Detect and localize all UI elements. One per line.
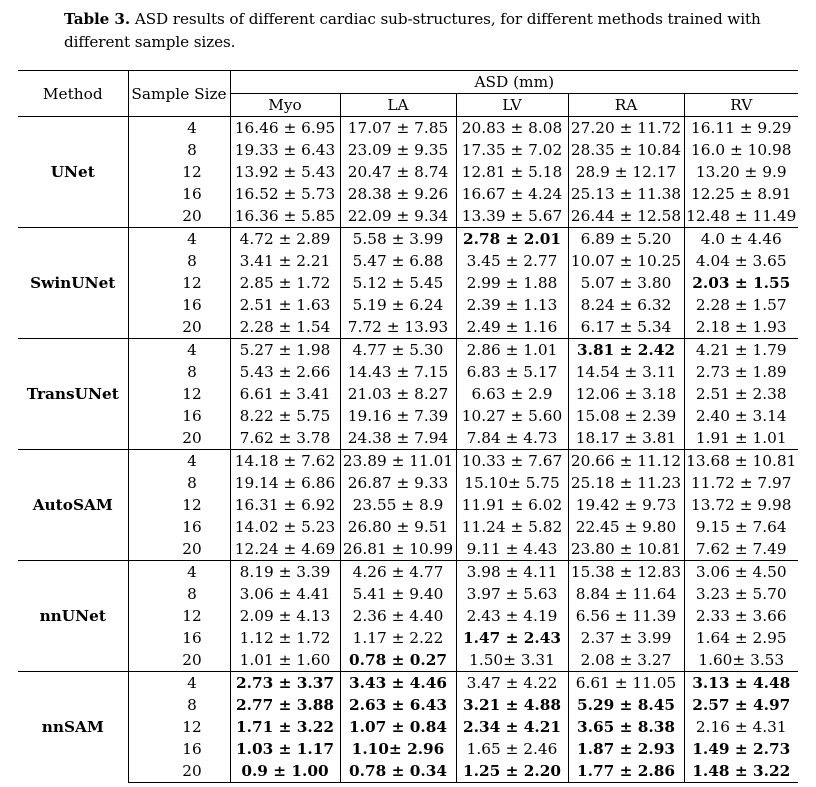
asd-value-cell: 15.08 ± 2.39	[568, 405, 684, 427]
table-row	[18, 494, 798, 516]
asd-value-cell: 26.87 ± 9.33	[340, 472, 456, 494]
sample-size-cell: 16	[128, 294, 230, 316]
method-name: nnUNet	[18, 561, 128, 672]
table-row	[18, 361, 798, 383]
asd-value-cell: 2.51 ± 2.38	[695, 385, 787, 403]
table-row	[18, 627, 798, 649]
asd-value-cell: 28.35 ± 10.84	[568, 139, 684, 161]
asd-value-cell: 19.33 ± 6.43	[230, 139, 340, 161]
sample-size-cell: 4	[128, 672, 230, 695]
asd-value-cell: 1.07 ± 0.84	[340, 716, 456, 738]
sample-size-cell: 20	[128, 205, 230, 228]
asd-value-cell: 2.18 ± 1.93	[695, 318, 787, 336]
asd-value-cell: 15.38 ± 12.83	[568, 561, 684, 584]
asd-value-cell: 2.51 ± 1.63	[230, 294, 340, 316]
sample-size-cell: 12	[128, 161, 230, 183]
asd-value-cell: 2.36 ± 4.40	[340, 605, 456, 627]
asd-value-cell: 4.21 ± 1.79	[684, 339, 798, 362]
asd-value-cell: 7.72 ± 13.93	[340, 316, 456, 339]
asd-value-cell: 16.31 ± 6.92	[230, 494, 340, 516]
sample-size-cell: 20	[128, 427, 230, 450]
asd-value-cell: 13.92 ± 5.43	[230, 161, 340, 183]
asd-value-cell: 6.63 ± 2.9	[456, 383, 568, 405]
asd-value-cell: 18.17 ± 3.81	[568, 427, 684, 450]
table-row	[18, 294, 798, 316]
asd-value-cell: 2.73 ± 3.37	[230, 672, 340, 695]
asd-value-cell: 1.64 ± 2.95	[695, 629, 787, 647]
asd-value-cell: 1.71 ± 3.22	[230, 716, 340, 738]
table-row	[18, 561, 798, 584]
table-row	[18, 339, 798, 362]
asd-value-cell: 5.19 ± 6.24	[340, 294, 456, 316]
sample-size-cell: 16	[128, 405, 230, 427]
sample-size-cell: 16	[128, 516, 230, 538]
table-row	[18, 472, 798, 494]
asd-value-cell: 2.86 ± 1.01	[456, 339, 568, 362]
asd-value-cell: 3.65 ± 8.38	[568, 716, 684, 738]
sample-size-cell: 4	[128, 117, 230, 140]
asd-value-cell: 26.44 ± 12.58	[568, 205, 684, 228]
asd-value-cell: 5.43 ± 2.66	[230, 361, 340, 383]
asd-value-cell: 11.91 ± 6.02	[456, 494, 568, 516]
asd-value-cell: 5.27 ± 1.98	[230, 339, 340, 362]
asd-value-cell: 3.06 ± 4.41	[230, 583, 340, 605]
asd-value-cell: 24.38 ± 7.94	[340, 427, 456, 450]
asd-value-cell: 1.87 ± 2.93	[568, 738, 684, 760]
table-row	[18, 139, 798, 161]
asd-value-cell: 17.35 ± 7.02	[456, 139, 568, 161]
asd-value-cell: 3.13 ± 4.48	[684, 672, 798, 695]
asd-value-cell: 23.89 ± 11.01	[340, 450, 456, 473]
asd-value-cell: 2.99 ± 1.88	[456, 272, 568, 294]
asd-value-cell: 4.26 ± 4.77	[340, 561, 456, 584]
asd-value-cell: 14.43 ± 7.15	[340, 361, 456, 383]
asd-value-cell: 5.58 ± 3.99	[340, 228, 456, 251]
asd-value-cell: 26.81 ± 10.99	[340, 538, 456, 561]
table-row	[18, 272, 798, 294]
asd-value-cell: 1.03 ± 1.17	[230, 738, 340, 760]
asd-value-cell: 8.19 ± 3.39	[230, 561, 340, 584]
sample-size-cell: 12	[128, 494, 230, 516]
asd-value-cell: 16.11 ± 9.29	[684, 117, 798, 140]
asd-value-cell: 3.06 ± 4.50	[684, 561, 798, 584]
asd-value-cell: 6.17 ± 5.34	[568, 316, 684, 339]
asd-value-cell: 2.63 ± 6.43	[340, 694, 456, 716]
table-row	[18, 605, 798, 627]
table-row	[18, 760, 798, 783]
asd-value-cell: 23.09 ± 9.35	[340, 139, 456, 161]
sample-size-cell: 12	[128, 272, 230, 294]
asd-value-cell: 2.57 ± 4.97	[692, 696, 791, 714]
asd-value-cell: 23.80 ± 10.81	[568, 538, 684, 561]
table-row	[18, 538, 798, 561]
asd-value-cell: 19.42 ± 9.73	[568, 494, 684, 516]
asd-value-cell: 2.78 ± 2.01	[456, 228, 568, 251]
table-row	[18, 694, 798, 716]
table-row	[18, 649, 798, 672]
sample-size-cell: 8	[128, 250, 230, 272]
asd-value-cell: 4.0 ± 4.46	[684, 228, 798, 251]
asd-value-cell: 19.16 ± 7.39	[340, 405, 456, 427]
asd-value-cell: 3.45 ± 2.77	[456, 250, 568, 272]
asd-value-cell: 28.9 ± 12.17	[568, 161, 684, 183]
sample-size-cell: 16	[128, 738, 230, 760]
asd-value-cell: 3.23 ± 5.70	[695, 585, 787, 603]
asd-value-cell: 2.28 ± 1.54	[230, 316, 340, 339]
asd-value-cell: 16.46 ± 6.95	[230, 117, 340, 140]
table-row	[18, 516, 798, 538]
table-row	[18, 716, 798, 738]
asd-value-cell: 16.67 ± 4.24	[456, 183, 568, 205]
asd-value-cell: 6.83 ± 5.17	[456, 361, 568, 383]
column-header-ra: RA	[568, 94, 684, 117]
table-row	[18, 117, 798, 140]
table-row	[18, 161, 798, 183]
asd-value-cell: 7.62 ± 7.49	[695, 540, 787, 558]
column-header-myo: Myo	[230, 94, 340, 117]
asd-value-cell: 15.10± 5.75	[456, 472, 568, 494]
asd-value-cell: 4.77 ± 5.30	[340, 339, 456, 362]
sample-size-cell: 20	[128, 538, 230, 561]
asd-value-cell: 1.77 ± 2.86	[568, 760, 684, 783]
asd-value-cell: 11.72 ± 7.97	[691, 474, 792, 492]
asd-value-cell: 22.45 ± 9.80	[568, 516, 684, 538]
asd-value-cell: 13.72 ± 9.98	[691, 496, 792, 514]
asd-value-cell: 12.24 ± 4.69	[230, 538, 340, 561]
asd-value-cell: 2.33 ± 3.66	[695, 607, 787, 625]
asd-value-cell: 25.18 ± 11.23	[568, 472, 684, 494]
method-header: Method	[18, 71, 128, 117]
asd-value-cell: 1.12 ± 1.72	[230, 627, 340, 649]
method-name: UNet	[18, 117, 128, 228]
asd-value-cell: 6.56 ± 11.39	[568, 605, 684, 627]
caption-label: Table 3.	[64, 10, 131, 28]
asd-value-cell: 2.16 ± 4.31	[695, 718, 787, 736]
asd-value-cell: 1.10± 2.96	[340, 738, 456, 760]
sample-size-cell: 8	[128, 139, 230, 161]
asd-value-cell: 2.73 ± 1.89	[695, 363, 787, 381]
asd-value-cell: 10.07 ± 10.25	[568, 250, 684, 272]
asd-value-cell: 11.24 ± 5.82	[456, 516, 568, 538]
asd-value-cell: 7.84 ± 4.73	[456, 427, 568, 450]
asd-value-cell: 3.47 ± 4.22	[456, 672, 568, 695]
asd-header: ASD (mm)	[230, 71, 798, 94]
column-header-lv: LV	[456, 94, 568, 117]
asd-value-cell: 2.28 ± 1.57	[695, 296, 787, 314]
asd-value-cell: 12.48 ± 11.49	[686, 207, 797, 225]
asd-value-cell: 13.68 ± 10.81	[684, 450, 798, 473]
sample-size-cell: 16	[128, 183, 230, 205]
method-name: TransUNet	[18, 339, 128, 450]
asd-value-cell: 2.37 ± 3.99	[568, 627, 684, 649]
asd-value-cell: 1.01 ± 1.60	[230, 649, 340, 672]
sample-size-cell: 12	[128, 716, 230, 738]
asd-value-cell: 16.36 ± 5.85	[230, 205, 340, 228]
asd-value-cell: 2.08 ± 3.27	[568, 649, 684, 672]
table-row	[18, 450, 798, 473]
asd-value-cell: 12.81 ± 5.18	[456, 161, 568, 183]
asd-value-cell: 10.27 ± 5.60	[456, 405, 568, 427]
asd-value-cell: 0.9 ± 1.00	[230, 760, 340, 783]
asd-value-cell: 3.81 ± 2.42	[568, 339, 684, 362]
asd-value-cell: 10.33 ± 7.67	[456, 450, 568, 473]
asd-value-cell: 0.78 ± 0.27	[340, 649, 456, 672]
asd-value-cell: 5.07 ± 3.80	[568, 272, 684, 294]
sample-size-cell: 8	[128, 583, 230, 605]
asd-value-cell: 0.78 ± 0.34	[340, 760, 456, 783]
asd-value-cell: 2.34 ± 4.21	[456, 716, 568, 738]
asd-value-cell: 3.97 ± 5.63	[456, 583, 568, 605]
table-row	[18, 250, 798, 272]
asd-value-cell: 2.43 ± 4.19	[456, 605, 568, 627]
asd-value-cell: 9.11 ± 4.43	[456, 538, 568, 561]
asd-value-cell: 1.65 ± 2.46	[456, 738, 568, 760]
asd-value-cell: 1.50± 3.31	[456, 649, 568, 672]
asd-value-cell: 12.25 ± 8.91	[691, 185, 792, 203]
asd-value-cell: 25.13 ± 11.38	[568, 183, 684, 205]
asd-value-cell: 1.91 ± 1.01	[695, 429, 787, 447]
sample-size-header: Sample Size	[128, 71, 230, 117]
asd-value-cell: 27.20 ± 11.72	[568, 117, 684, 140]
asd-value-cell: 5.12 ± 5.45	[340, 272, 456, 294]
asd-value-cell: 21.03 ± 8.27	[340, 383, 456, 405]
asd-value-cell: 22.09 ± 9.34	[340, 205, 456, 228]
asd-value-cell: 28.38 ± 9.26	[340, 183, 456, 205]
asd-value-cell: 2.09 ± 4.13	[230, 605, 340, 627]
table-row	[18, 183, 798, 205]
caption-text: ASD results of different cardiac sub-structures, for different methods trained with different sample sizes.	[64, 10, 761, 51]
sample-size-cell: 12	[128, 605, 230, 627]
sample-size-cell: 4	[128, 228, 230, 251]
asd-value-cell: 20.47 ± 8.74	[340, 161, 456, 183]
asd-value-cell: 4.04 ± 3.65	[695, 252, 787, 270]
table-row	[18, 228, 798, 251]
asd-value-cell: 2.03 ± 1.55	[692, 274, 791, 292]
method-name: nnSAM	[18, 672, 128, 783]
asd-value-cell: 23.55 ± 8.9	[340, 494, 456, 516]
column-header-rv: RV	[684, 94, 798, 117]
asd-value-cell: 1.47 ± 2.43	[456, 627, 568, 649]
table-row	[18, 383, 798, 405]
asd-value-cell: 7.62 ± 3.78	[230, 427, 340, 450]
asd-value-cell: 26.80 ± 9.51	[340, 516, 456, 538]
method-name: AutoSAM	[18, 450, 128, 561]
asd-value-cell: 3.43 ± 4.46	[340, 672, 456, 695]
asd-value-cell: 16.0 ± 10.98	[691, 141, 792, 159]
asd-value-cell: 5.29 ± 8.45	[568, 694, 684, 716]
sample-size-cell: 20	[128, 760, 230, 783]
asd-value-cell: 12.06 ± 3.18	[568, 383, 684, 405]
asd-value-cell: 14.54 ± 3.11	[568, 361, 684, 383]
asd-value-cell: 6.89 ± 5.20	[568, 228, 684, 251]
sample-size-cell: 20	[128, 649, 230, 672]
asd-value-cell: 1.17 ± 2.22	[340, 627, 456, 649]
method-name: SwinUNet	[18, 228, 128, 339]
asd-value-cell: 1.60± 3.53	[698, 651, 785, 669]
sample-size-cell: 16	[128, 627, 230, 649]
asd-value-cell: 2.77 ± 3.88	[230, 694, 340, 716]
sample-size-cell: 4	[128, 339, 230, 362]
asd-value-cell: 5.47 ± 6.88	[340, 250, 456, 272]
table-row	[18, 205, 798, 228]
table-row	[18, 672, 798, 695]
asd-value-cell: 1.49 ± 2.73	[692, 740, 791, 758]
asd-value-cell: 2.40 ± 3.14	[695, 407, 787, 425]
asd-value-cell: 9.15 ± 7.64	[695, 518, 787, 536]
asd-value-cell: 5.41 ± 9.40	[340, 583, 456, 605]
sample-size-cell: 4	[128, 561, 230, 584]
column-header-la: LA	[340, 94, 456, 117]
table-row	[18, 405, 798, 427]
asd-value-cell: 3.41 ± 2.21	[230, 250, 340, 272]
sample-size-cell: 8	[128, 694, 230, 716]
asd-value-cell: 6.61 ± 11.05	[568, 672, 684, 695]
asd-value-cell: 2.49 ± 1.16	[456, 316, 568, 339]
asd-results-table	[18, 70, 798, 783]
table-body	[18, 117, 798, 783]
asd-value-cell: 3.98 ± 4.11	[456, 561, 568, 584]
asd-value-cell: 8.84 ± 11.64	[568, 583, 684, 605]
table-row	[18, 427, 798, 450]
table-row	[18, 316, 798, 339]
asd-value-cell: 4.72 ± 2.89	[230, 228, 340, 251]
asd-value-cell: 1.25 ± 2.20	[456, 760, 568, 783]
asd-value-cell: 14.02 ± 5.23	[230, 516, 340, 538]
header-row-1	[18, 71, 798, 94]
asd-value-cell: 16.52 ± 5.73	[230, 183, 340, 205]
table-caption	[64, 8, 784, 54]
asd-value-cell: 13.20 ± 9.9	[695, 163, 787, 181]
sample-size-cell: 12	[128, 383, 230, 405]
table-row	[18, 738, 798, 760]
asd-value-cell: 19.14 ± 6.86	[230, 472, 340, 494]
sample-size-cell: 4	[128, 450, 230, 473]
asd-value-cell: 20.83 ± 8.08	[456, 117, 568, 140]
asd-value-cell: 13.39 ± 5.67	[456, 205, 568, 228]
asd-value-cell: 20.66 ± 11.12	[568, 450, 684, 473]
table-row	[18, 583, 798, 605]
sample-size-cell: 20	[128, 316, 230, 339]
asd-value-cell: 14.18 ± 7.62	[230, 450, 340, 473]
asd-value-cell: 1.48 ± 3.22	[684, 760, 798, 783]
asd-value-cell: 3.21 ± 4.88	[456, 694, 568, 716]
asd-value-cell: 8.24 ± 6.32	[568, 294, 684, 316]
sample-size-cell: 8	[128, 361, 230, 383]
sample-size-cell: 8	[128, 472, 230, 494]
asd-value-cell: 6.61 ± 3.41	[230, 383, 340, 405]
asd-value-cell: 2.85 ± 1.72	[230, 272, 340, 294]
asd-value-cell: 2.39 ± 1.13	[456, 294, 568, 316]
asd-value-cell: 17.07 ± 7.85	[340, 117, 456, 140]
asd-value-cell: 8.22 ± 5.75	[230, 405, 340, 427]
